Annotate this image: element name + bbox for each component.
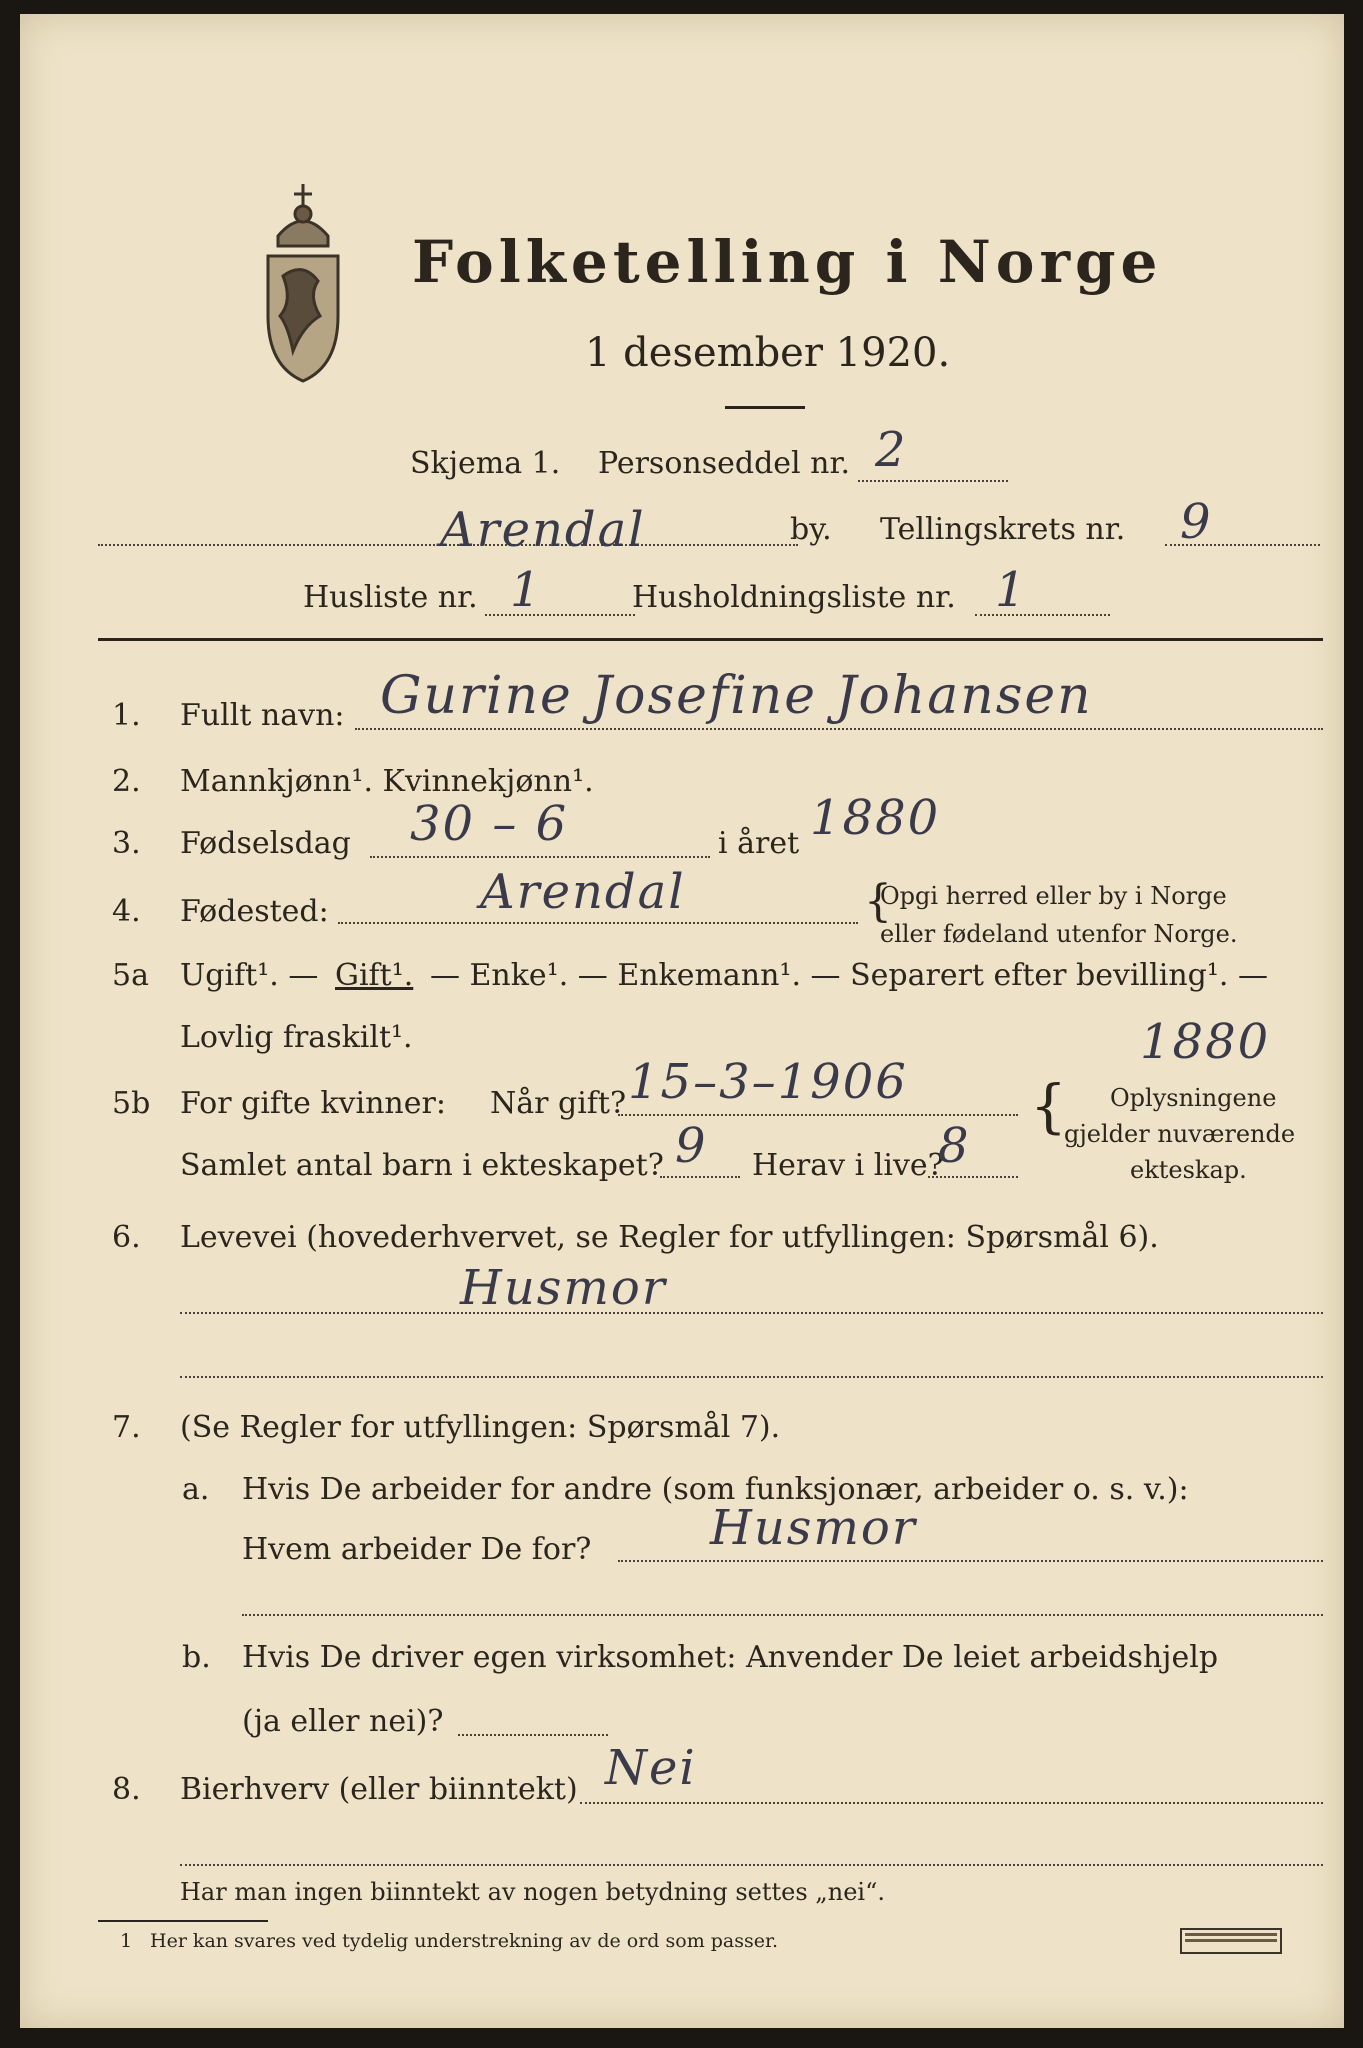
q7a-employer-value: Husmor xyxy=(710,1500,917,1556)
personseddel-value: 2 xyxy=(875,422,908,478)
q3-year-value: 1880 xyxy=(810,790,941,846)
form-date: 1 desember 1920. xyxy=(585,330,951,376)
q5a-line2: Lovlig fraskilt¹. xyxy=(180,1020,413,1055)
q1-number: 1. xyxy=(112,698,141,733)
q5a-number: 5a xyxy=(112,958,149,993)
q5b-note-line1: Oplysningene xyxy=(1110,1084,1277,1112)
q5b-live-label: Herav i live? xyxy=(752,1148,944,1183)
q5b-naar-label: Når gift? xyxy=(490,1086,627,1121)
skjema-label: Skjema 1. xyxy=(410,446,561,481)
q7a-line1: Hvis De arbeider for andre (som funksjonær, arbeider o. s. v.): xyxy=(242,1472,1189,1507)
q8-line2 xyxy=(180,1864,1323,1866)
husliste-label: Husliste nr. xyxy=(303,580,478,615)
q5a-gift-underlined: Gift¹. xyxy=(335,958,414,993)
q4-number: 4. xyxy=(112,894,141,929)
husliste-line xyxy=(485,614,635,616)
q6-label: Levevei (hovederhvervet, se Regler for utfyllingen: Spørsmål 6). xyxy=(180,1220,1159,1255)
norwegian-coat-of-arms-icon xyxy=(248,166,358,386)
husholdningsliste-label: Husholdningsliste nr. xyxy=(632,580,956,615)
q7b-line1: Hvis De driver egen virksomhet: Anvender De leiet arbeidshjelp xyxy=(242,1640,1219,1675)
q3-label: Fødselsdag xyxy=(180,826,351,861)
husholdningsliste-line xyxy=(975,614,1110,616)
q5b-barn-line xyxy=(660,1176,740,1178)
q5b-label: For gifte kvinner: xyxy=(180,1086,446,1121)
q6-line2 xyxy=(180,1376,1323,1378)
q7-label: (Se Regler for utfyllingen: Spørsmål 7). xyxy=(180,1410,781,1445)
q7a-extra-line xyxy=(242,1614,1323,1616)
q6-line1 xyxy=(180,1312,1323,1314)
title-divider xyxy=(725,406,805,409)
q6-number: 6. xyxy=(112,1220,141,1255)
q5b-naar-line xyxy=(618,1114,1018,1116)
census-form-page xyxy=(20,14,1344,2028)
q7a-line xyxy=(618,1560,1323,1562)
q7-number: 7. xyxy=(112,1410,141,1445)
q3-birthday-value: 30 – 6 xyxy=(410,796,569,852)
by-label: by. xyxy=(790,512,832,547)
q5b-note-value: 1880 xyxy=(1140,1014,1271,1070)
footnote-text: Her kan svares ved tydelig understrekning av de ord som passer. xyxy=(150,1930,779,1952)
q5b-live-line xyxy=(928,1176,1018,1178)
q8-number: 8. xyxy=(112,1772,141,1807)
footnote-mark: 1 xyxy=(120,1930,133,1952)
q4-note-line2: eller fødeland utenfor Norge. xyxy=(880,920,1238,948)
form-title: Folketelling i Norge xyxy=(412,228,1163,296)
q8-line1 xyxy=(580,1802,1323,1804)
q6-occupation-value: Husmor xyxy=(460,1260,667,1316)
q7b-line2: (ja eller nei)? xyxy=(242,1704,444,1739)
q3-line xyxy=(370,856,710,858)
nei-note: Har man ingen biinntekt av nogen betydning settes „nei“. xyxy=(180,1878,885,1906)
q4-birthplace-value: Arendal xyxy=(480,864,686,920)
by-value: Arendal xyxy=(440,502,646,558)
q4-label: Fødested: xyxy=(180,894,329,929)
q2-label: Mannkjønn¹. Kvinnekjønn¹. xyxy=(180,764,594,799)
q5b-barn-value: 9 xyxy=(675,1118,708,1174)
q5b-note-line3: ekteskap. xyxy=(1130,1156,1247,1184)
husliste-value: 1 xyxy=(510,562,543,618)
q3-number: 3. xyxy=(112,826,141,861)
q7b-mark: b. xyxy=(182,1640,211,1675)
personseddel-label: Personseddel nr. xyxy=(598,446,851,481)
husholdningsliste-value: 1 xyxy=(995,562,1028,618)
q5b-note-line2: gjelder nuværende xyxy=(1064,1120,1296,1148)
q5b-number: 5b xyxy=(112,1086,151,1121)
q7a-line2: Hvem arbeider De for? xyxy=(242,1532,592,1567)
q7a-mark: a. xyxy=(182,1472,210,1507)
q2-number: 2. xyxy=(112,764,141,799)
q4-note-line1: Opgi herred eller by i Norge xyxy=(880,882,1227,910)
section-divider xyxy=(98,638,1323,641)
q5b-live-value: 8 xyxy=(938,1118,971,1174)
q8-label: Bierhverv (eller biinntekt) xyxy=(180,1772,578,1807)
q1-line xyxy=(355,728,1323,730)
q4-line xyxy=(338,922,858,924)
q5b-naar-value: 15–3–1906 xyxy=(628,1054,908,1110)
q5b-barn-label: Samlet antal barn i ekteskapet? xyxy=(180,1148,664,1183)
q5a-ugift: Ugift¹. — xyxy=(180,958,319,993)
q3-year-label: i året xyxy=(718,826,800,861)
q4-note-brace-icon: { xyxy=(864,876,892,927)
q7b-line xyxy=(458,1734,608,1736)
tellingskrets-value: 9 xyxy=(1180,494,1213,550)
tellingskrets-line xyxy=(1165,544,1320,546)
q1-label: Fullt navn: xyxy=(180,698,345,733)
q8-side-income-value: Nei xyxy=(605,1740,697,1796)
tellingskrets-label: Tellingskrets nr. xyxy=(880,512,1126,547)
q5a-remaining-options: — Enke¹. — Enkemann¹. — Separert efter bevilling¹. — xyxy=(430,958,1268,993)
q5b-note-brace-icon: { xyxy=(1030,1072,1067,1140)
q1-full-name-value: Gurine Josefine Johansen xyxy=(380,666,1093,726)
printer-stamp-icon xyxy=(1180,1928,1282,1954)
footnote-divider xyxy=(98,1920,268,1922)
personseddel-line xyxy=(858,480,1008,482)
